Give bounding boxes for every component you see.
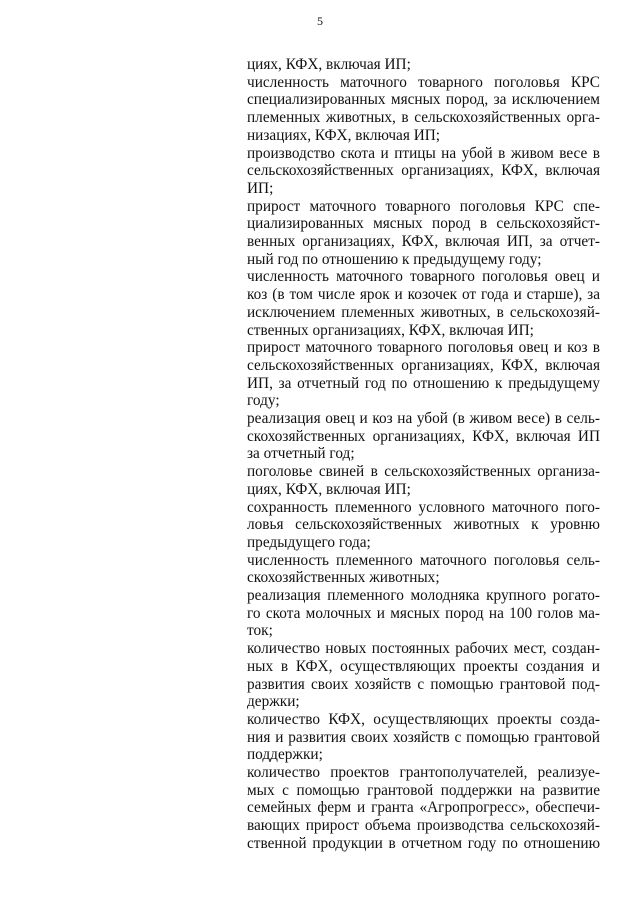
text-line: ток;: [247, 622, 273, 640]
text-line: венных организациях, КФХ, включая ИП, за отчет-: [247, 233, 600, 250]
page-number: 5: [317, 14, 323, 28]
text-line: прирост маточного товарного поголовья КРС спе-: [247, 197, 600, 215]
text-line: ИП;: [247, 179, 274, 197]
text-line: специализированных мясных пород, за исключением: [247, 91, 600, 109]
text-line: ный год по отношению к предыдущему году;: [247, 250, 542, 268]
text-line: ственной продукции в отчетном году по отношению: [247, 834, 600, 852]
text-line: держки;: [247, 693, 300, 711]
text-line: прирост маточного товарного поголовья овец и коз в: [247, 339, 600, 357]
text-line: поддержки;: [247, 746, 323, 764]
text-line: вающих прирост объема производства сельскохозяй-: [247, 817, 600, 835]
text-line: количество КФХ, осуществляющих проекты созда-: [247, 710, 600, 728]
text-line: сельскохозяйственных организациях, КФХ, включая: [247, 356, 600, 374]
text-line: исключением племенных животных, в сельскохозяй-: [247, 303, 600, 321]
text-line: численность маточного товарного поголовья овец и: [247, 268, 600, 286]
text-line: циях, КФХ, включая ИП;: [247, 480, 411, 498]
text-line: племенных животных, в сельскохозяйственных орга-: [247, 109, 600, 127]
text-line: коз (в том числе ярок и козочек от года и старше), за: [247, 286, 600, 304]
text-line: количество новых постоянных рабочих мест, создан-: [247, 640, 600, 658]
text-line: ственных организациях, КФХ, включая ИП;: [247, 321, 534, 339]
text-line: ния и развития своих хозяйств с помощью грантовой: [247, 728, 600, 746]
text-line: году;: [247, 392, 280, 410]
text-line: скохозяйственных животных;: [247, 569, 440, 587]
text-line: развития своих хозяйств с помощью грантовой под-: [247, 675, 600, 693]
text-line: поголовье свиней в сельскохозяйственных организа-: [247, 463, 600, 481]
text-line: ных в КФХ, осуществляющих проекты создания и: [247, 657, 600, 675]
text-line: реализация племенного молодняка крупного рогато-: [247, 587, 600, 604]
text-line: го скота молочных и мясных пород на 100 голов ма-: [247, 604, 600, 622]
text-line: ловья сельскохозяйственных животных к уровню: [247, 516, 600, 534]
text-line: низациях, КФХ, включая ИП;: [247, 126, 441, 144]
text-line: циализированных мясных пород в сельскохозяйст-: [247, 215, 600, 233]
text-line: семейных ферм и гранта «Агропрогресс», обеспечи-: [247, 799, 600, 817]
text-line: скохозяйственных организациях, КФХ, включая ИП: [247, 427, 600, 445]
text-line: количество проектов грантополучателей, реализуе-: [247, 764, 600, 781]
text-line: численность маточного товарного поголовья КРС: [247, 73, 600, 91]
text-line: мых с помощью грантовой поддержки на развитие: [247, 781, 600, 799]
text-line: предыдущего года;: [247, 533, 371, 551]
text-line: ИП, за отчетный год по отношению к предыдущему: [247, 374, 600, 392]
text-line: численность племенного маточного поголовья сель-: [247, 551, 600, 569]
text-line: реализация овец и коз на убой (в живом весе) в сель-: [247, 410, 600, 427]
text-line: производство скота и птицы на убой в живом весе в: [247, 144, 600, 162]
text-line: за отчетный год;: [247, 445, 355, 463]
text-line: сохранность племенного условного маточного пого-: [247, 498, 600, 516]
text-line: сельскохозяйственных организациях, КФХ, включая: [247, 162, 600, 180]
text-line: циях, КФХ, включая ИП;: [247, 56, 411, 73]
